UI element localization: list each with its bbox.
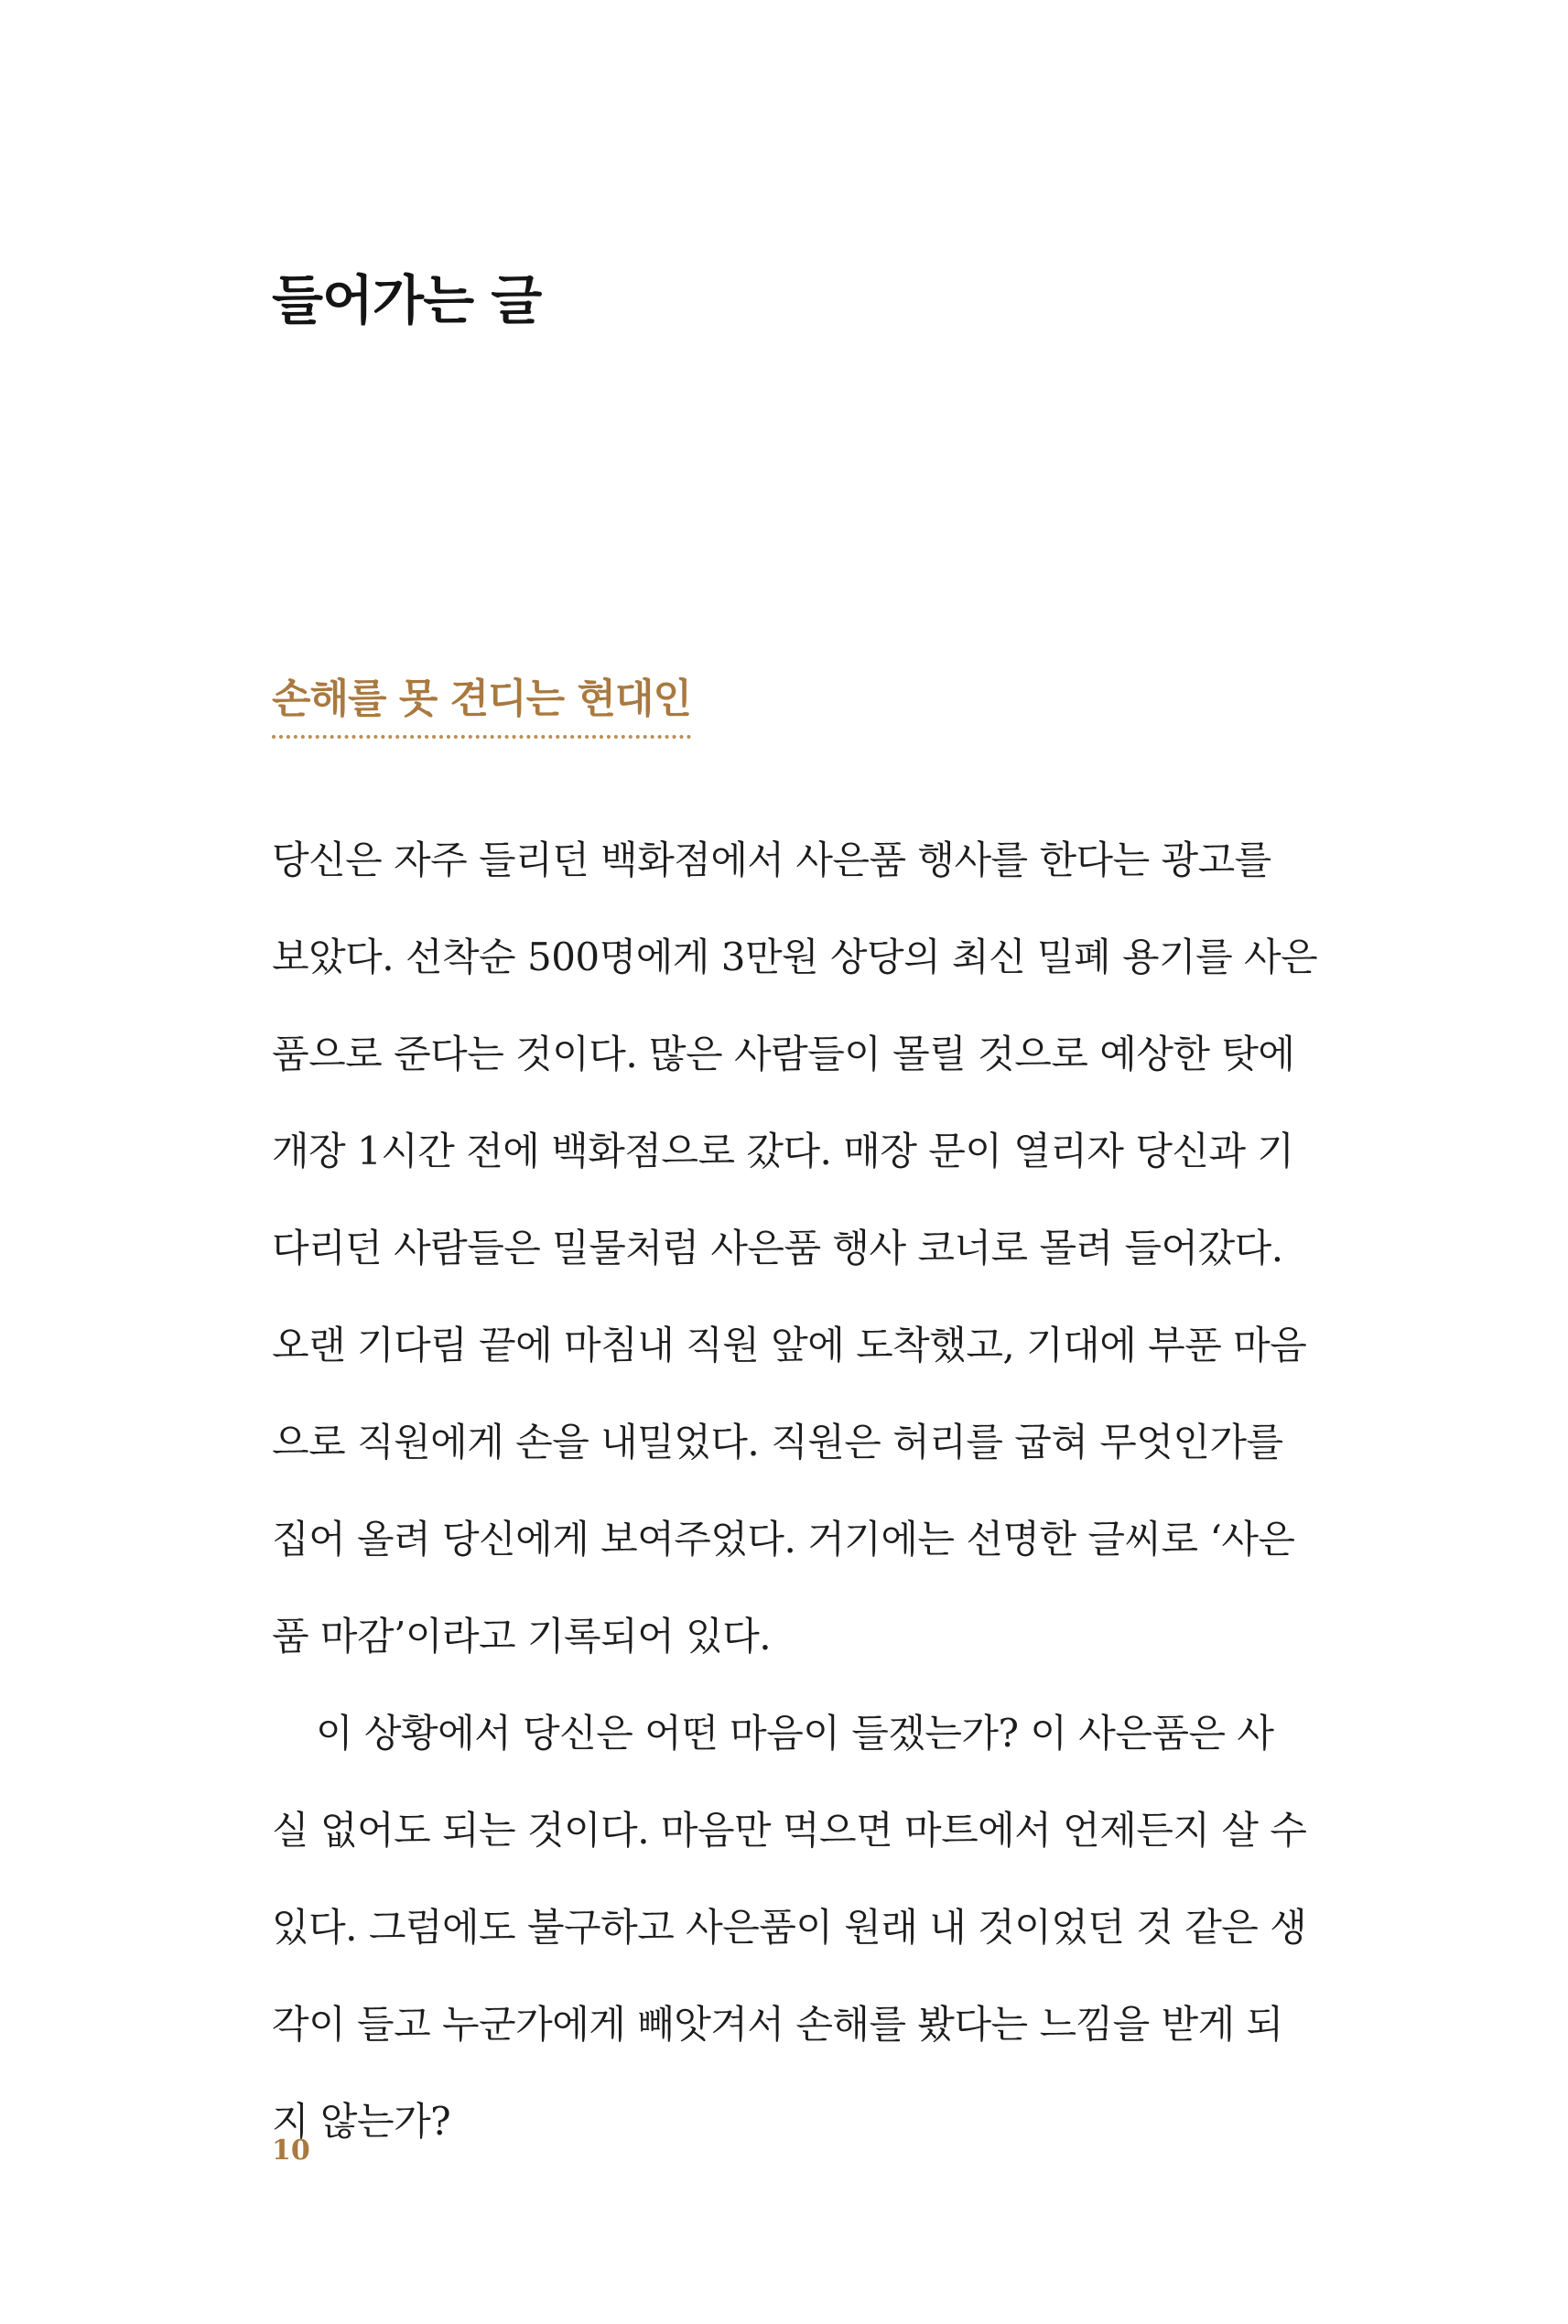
paragraph-1-line: 개장 1시간 전에 백화점으로 갔다. 매장 문이 열리자 당신과 기 [272, 1129, 1294, 1173]
paragraph-1-line: 품으로 준다는 것이다. 많은 사람들이 몰릴 것으로 예상한 탓에 [272, 1032, 1295, 1076]
paragraph-2-line: 이 상황에서 당신은 어떤 마음이 들겠는가? 이 사은품은 사 [316, 1711, 1274, 1756]
paragraph-2-line: 각이 들고 누군가에게 빼앗겨서 손해를 봤다는 느낌을 받게 되 [272, 2002, 1283, 2047]
page-number: 10 [272, 2135, 310, 2167]
paragraph-1-line: 오랜 기다림 끝에 마침내 직원 앞에 도착했고, 기대에 부푼 마음 [272, 1323, 1307, 1367]
section-heading: 손해를 못 견디는 현대인 [272, 671, 691, 739]
paragraph-1-line: 품 마감’이라고 기록되어 있다. [272, 1614, 772, 1659]
chapter-title: 들어가는 글 [272, 269, 542, 331]
paragraph-1-line: 보았다. 선착순 500명에게 3만원 상당의 최신 밀폐 용기를 사은 [272, 935, 1318, 979]
paragraph-1-line: 다리던 사람들은 밀물처럼 사은품 행사 코너로 몰려 들어갔다. [272, 1226, 1283, 1270]
paragraph-2-line: 지 않는가? [272, 2099, 451, 2144]
paragraph-1-line: 으로 직원에게 손을 내밀었다. 직원은 허리를 굽혀 무엇인가를 [272, 1420, 1283, 1465]
paragraph-1-line: 당신은 자주 들리던 백화점에서 사은품 행사를 한다는 광고를 [272, 838, 1271, 882]
paragraph-2-line: 있다. 그럼에도 불구하고 사은품이 원래 내 것이었던 것 같은 생 [272, 1905, 1307, 1950]
body-text [272, 824, 1318, 2182]
paragraph-1-line: 집어 올려 당신에게 보여주었다. 거기에는 선명한 글씨로 ‘사은 [272, 1517, 1295, 1562]
paragraph-2-line: 실 없어도 되는 것이다. 마음만 먹으면 마트에서 언제든지 살 수 [272, 1808, 1307, 1853]
